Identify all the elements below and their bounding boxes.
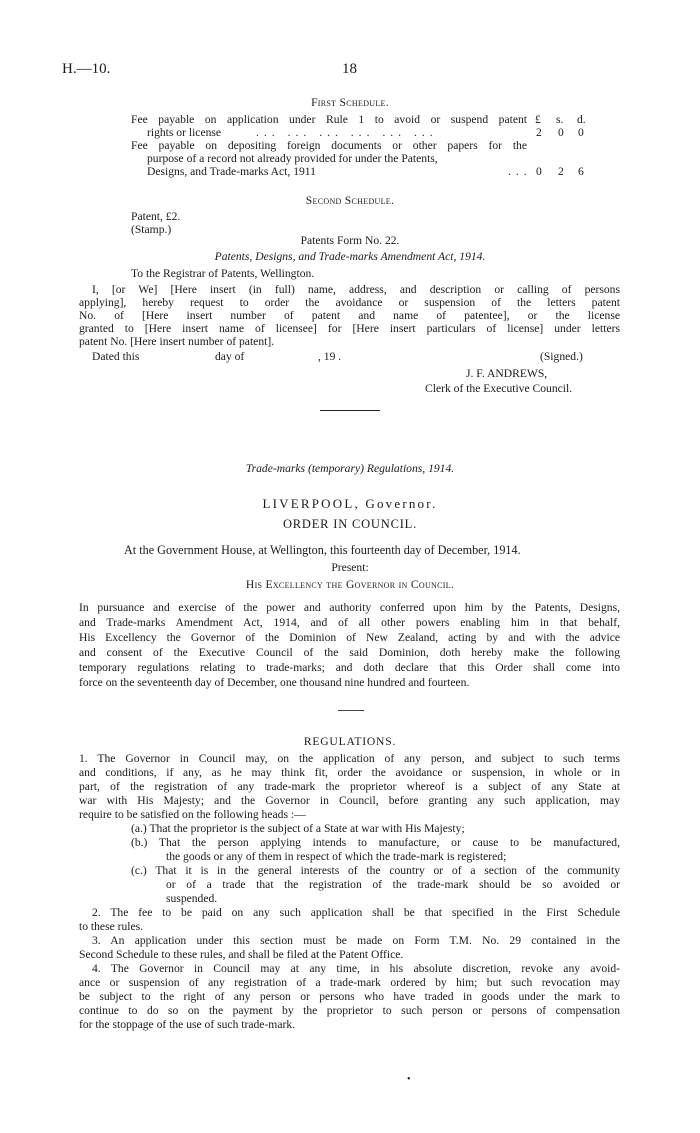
- regulation-line: 2. The fee to be paid on any such application shall be that specified in the First Schedule: [92, 906, 620, 919]
- fee-pence: 6: [578, 165, 584, 178]
- regulation-line: 3. An application under this section must be made on Form T.M. No. 29 contained in the: [92, 934, 620, 947]
- day-of: day of: [215, 350, 245, 363]
- order-title: ORDER IN COUNCIL.: [282, 517, 418, 531]
- preamble-line: temporary regulations relating to trade-marks; and doth declare that this Order shall come into: [79, 661, 620, 674]
- present-line: His Excellency the Governor in Council.: [245, 578, 455, 591]
- form-body-line: patent No. [Here insert number of patent].: [79, 335, 275, 348]
- fee-text-line: rights or license: [147, 126, 222, 139]
- regulation-line: part, of the registration of any trade-mark the proprietor whereof is a subject of any State at: [79, 780, 620, 793]
- head-line: suspended.: [166, 892, 218, 905]
- leader-dots: ... ... ... ... ... ...: [256, 126, 438, 139]
- regulation-line: continue to do so on the payment by the proprietor to such person or persons of compensation: [79, 1004, 620, 1017]
- present-label: Present:: [331, 561, 369, 574]
- addressee: To the Registrar of Patents, Wellington.: [131, 267, 315, 280]
- regulation-line: ance or suspension of any registration of a trade-mark ordered by him; but such revocation may: [79, 976, 620, 989]
- fee-shillings: 0: [558, 126, 564, 139]
- location-line: At the Government House, at Wellington, this fourteenth day of December, 1914.: [124, 543, 521, 557]
- regulations-title: Trade-marks (temporary) Regulations, 1914.: [245, 462, 455, 475]
- patent-fee: Patent, £2.: [131, 210, 181, 223]
- head-line: (b.) That the person applying intends to manufacture, or cause to be manufactured,: [131, 836, 620, 849]
- dated-this: Dated this: [92, 350, 140, 363]
- regulation-line: to these rules.: [79, 920, 144, 933]
- preamble-line: force on the seventeenth day of December, one thousand nine hundred and fourteen.: [79, 676, 470, 689]
- year-placeholder: , 19 .: [318, 350, 342, 363]
- signed-label: (Signed.): [540, 350, 583, 363]
- shillings-header: s.: [556, 113, 564, 126]
- governor-line: LIVERPOOL, Governor.: [262, 496, 438, 511]
- short-divider: [338, 710, 364, 711]
- regulation-line: 4. The Governor in Council may at any time, in his absolute discretion, revoke any avoid-: [92, 962, 620, 975]
- signatory-title: Clerk of the Executive Council.: [425, 382, 573, 395]
- fee-text-line: Fee payable on application under Rule 1 to avoid or suspend patent: [131, 113, 527, 126]
- fee-text-line: Fee payable on depositing foreign documents or other papers for the: [131, 139, 527, 152]
- form-number: Patents Form No. 22.: [300, 234, 400, 247]
- head-line: the goods or any of them in respect of which the trade-mark is registered;: [166, 850, 507, 863]
- head-line: or of a trade that the registration of the trade-mark should be so avoided or: [166, 878, 620, 891]
- stamp-label: (Stamp.): [131, 223, 172, 236]
- fee-text-line: Designs, and Trade-marks Act, 1911: [147, 165, 316, 178]
- printer-mark: •: [407, 1074, 411, 1085]
- preamble-line: and Trade-marks Amendment Act, 1914, and of all other powers enabling him in that behalf,: [79, 616, 620, 629]
- regulation-line: 1. The Governor in Council may, on the application of any person, and subject to such terms: [79, 752, 620, 765]
- form-body-line: I, [or We] [Here insert (in full) name, address, and description or calling of persons: [92, 283, 620, 296]
- regulation-line: require to be satisfied on the following heads :—: [79, 808, 306, 821]
- pence-header: d.: [577, 113, 586, 126]
- fee-text-line: purpose of a record not already provided for under the Patents,: [147, 152, 438, 165]
- head-line: (a.) That the proprietor is the subject of a State at war with His Majesty;: [131, 822, 465, 835]
- preamble-line: In pursuance and exercise of the power and authority conferred upon him by the Patents, Designs,: [79, 601, 620, 614]
- regulation-line: be subject to the right of any person or persons who have traded in goods under the mark to: [79, 990, 620, 1003]
- leader-dots: ...: [508, 165, 532, 178]
- pounds-header: £: [535, 113, 541, 126]
- head-line: (c.) That it is in the general interests of the country or of a section of the community: [131, 864, 620, 877]
- regulation-line: Second Schedule to these rules, and shall be filed at the Patent Office.: [79, 948, 404, 961]
- act-title: Patents, Designs, and Trade-marks Amendment Act, 1914.: [214, 250, 486, 263]
- form-body-line: applying], hereby request to order the avoidance or suspension of the letters patent: [79, 296, 620, 309]
- form-body-line: granted to [Here insert name of licensee] for [Here insert particulars of license] under letters: [79, 322, 620, 335]
- first-schedule-title: First Schedule.: [311, 96, 389, 109]
- fee-pounds: 2: [536, 126, 542, 139]
- fee-pounds: 0: [536, 165, 542, 178]
- fee-pence: 0: [578, 126, 584, 139]
- regulation-line: for the stoppage of the use of such trade-mark.: [79, 1018, 296, 1031]
- signatory-name: J. F. ANDREWS,: [466, 367, 548, 380]
- page-reference: H.—10.: [62, 61, 111, 77]
- regulations-heading: REGULATIONS.: [303, 735, 397, 748]
- section-divider: [320, 410, 380, 411]
- form-body-line: No. of [Here insert number of patent and name of patentee], or the license: [79, 309, 620, 322]
- fee-shillings: 2: [558, 165, 564, 178]
- regulation-line: and conditions, if any, as he may think fit, order the avoidance or suspension, in whole or in: [79, 766, 620, 779]
- regulation-line: war with His Majesty; and the Governor in Council, before granting any such application, may: [79, 794, 620, 807]
- preamble-line: and consent of the Executive Council of the said Dominion, doth hereby make the following: [79, 646, 620, 659]
- preamble-line: His Excellency the Governor of the Dominion of New Zealand, acting by and with the advice: [79, 631, 620, 644]
- second-schedule-title: Second Schedule.: [305, 194, 395, 207]
- page-number: 18: [342, 61, 357, 77]
